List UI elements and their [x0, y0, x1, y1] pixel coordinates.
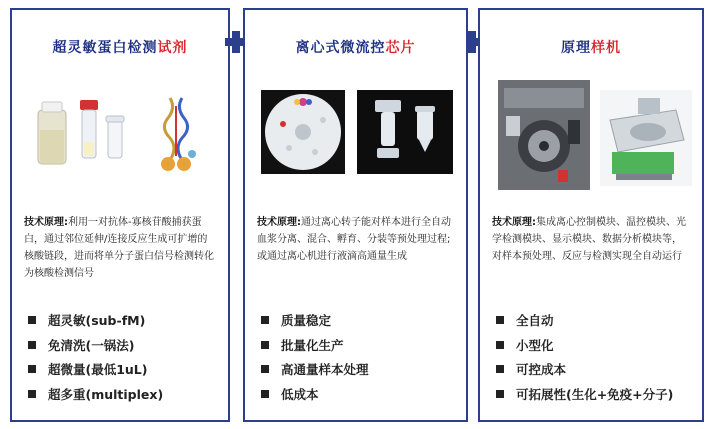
feature-item	[496, 308, 694, 333]
feature-text: 高通量样本处理	[281, 362, 369, 378]
card-title-main: 超灵敏蛋白检测	[52, 40, 158, 56]
feature-item	[261, 308, 458, 333]
antibody-oligo-illustration	[161, 98, 196, 171]
feature-item	[28, 357, 220, 382]
reagent-tube-image	[80, 100, 98, 158]
desc-text: 集成离心控制模块、温控模块、光学检测模块、显示模块、数据分析模块等，对样本预处理、反应与检测实现全自动运行	[492, 217, 686, 262]
square-bullet-icon	[496, 316, 504, 324]
card-description	[257, 214, 454, 265]
chip-photos	[253, 90, 458, 180]
droplet-chip-image	[357, 90, 453, 174]
feature-item	[496, 382, 694, 407]
card-microfluidic-chip	[243, 8, 468, 422]
card-title-main: 离心式微流控	[295, 40, 386, 56]
feature-item	[28, 333, 220, 358]
feature-text: 超灵敏(sub-fM)	[48, 313, 146, 329]
card-title-accent: 试剂	[157, 40, 188, 56]
card-description	[24, 214, 216, 282]
card-title	[12, 37, 228, 57]
square-bullet-icon	[28, 341, 36, 349]
square-bullet-icon	[496, 341, 504, 349]
desc-label: 技术原理:	[257, 217, 301, 228]
card-title-main: 原理	[561, 40, 591, 56]
prototype-cad-render	[600, 90, 692, 186]
feature-list	[496, 308, 694, 406]
card-title-accent: 芯片	[385, 40, 416, 56]
feature-item	[496, 357, 694, 382]
desc-label: 技术原理:	[492, 217, 536, 228]
desc-text: 利用一对抗体-寡核苷酸捕获蛋白，通过邻位延伸/连接反应生成可扩增的核酸链段，进而将单分子蛋白信号检测转化为核酸检测信号	[24, 217, 214, 279]
centrifugal-disc-image	[261, 90, 345, 174]
square-bullet-icon	[28, 316, 36, 324]
feature-item	[261, 357, 458, 382]
card-title	[245, 37, 466, 57]
reagent-photos	[20, 90, 220, 180]
card-title	[480, 37, 702, 57]
feature-list	[28, 308, 220, 406]
feature-item	[28, 308, 220, 333]
square-bullet-icon	[496, 390, 504, 398]
card-title-accent: 样机	[591, 40, 621, 56]
feature-item	[261, 333, 458, 358]
card-description	[492, 214, 690, 265]
prototype-machine-photo	[498, 80, 590, 190]
feature-text: 免清洗(一锅法)	[48, 337, 135, 353]
feature-text: 质量稳定	[281, 313, 332, 329]
feature-text: 超微量(最低1uL)	[48, 362, 148, 378]
feature-text: 全自动	[516, 313, 554, 329]
square-bullet-icon	[261, 365, 269, 373]
feature-text: 可拓展性(生化+免疫+分子)	[516, 386, 674, 402]
feature-item	[28, 382, 220, 407]
desc-text: 通过离心转子能对样本进行全自动血浆分离、混合、孵育、分装等预处理过程;或通过离心机进行液滴高通量生成	[257, 217, 451, 262]
card-prototype	[478, 8, 704, 422]
sample-tube-image	[106, 116, 124, 158]
prototype-photos	[488, 80, 694, 192]
square-bullet-icon	[261, 341, 269, 349]
feature-text: 小型化	[516, 337, 554, 353]
reagent-bottle-image	[38, 102, 66, 164]
feature-text: 超多重(multiplex)	[48, 386, 164, 402]
feature-text: 批量化生产	[281, 337, 344, 353]
feature-text: 可控成本	[516, 362, 567, 378]
feature-text: 低成本	[281, 386, 319, 402]
square-bullet-icon	[28, 365, 36, 373]
square-bullet-icon	[28, 390, 36, 398]
square-bullet-icon	[261, 316, 269, 324]
square-bullet-icon	[261, 390, 269, 398]
square-bullet-icon	[496, 365, 504, 373]
card-protein-reagent	[10, 8, 230, 422]
feature-list	[261, 308, 458, 406]
feature-item	[261, 382, 458, 407]
feature-item	[496, 333, 694, 358]
desc-label: 技术原理:	[24, 217, 68, 228]
